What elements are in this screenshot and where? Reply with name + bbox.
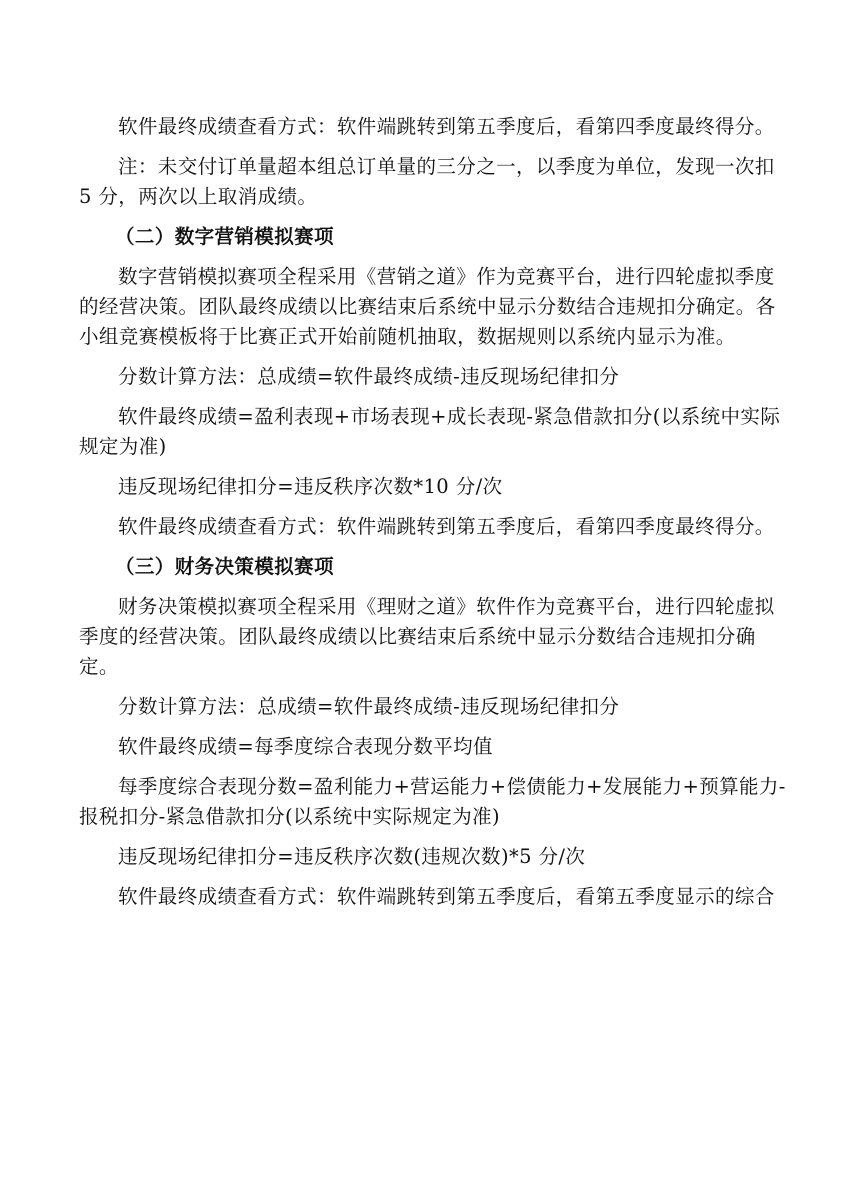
software-score-line-1: 软件最终成绩=盈利表现+市场表现+成长表现-紧急借款扣分(以系统中实际 (118, 405, 781, 428)
software-score-line-2: 规定为准) (79, 435, 167, 458)
note-line-2: 5 分，两次以上取消成绩。 (79, 185, 318, 208)
paragraph-score-method-1: 分数计算方法：总成绩=软件最终成绩-违反现场纪律扣分 (118, 365, 620, 388)
paragraph-view-method-1: 软件最终成绩查看方式：软件端跳转到第五季度后，看第四季度最终得分。 (118, 115, 775, 138)
paragraph-software-score-2: 软件最终成绩=每季度综合表现分数平均值 (118, 735, 493, 758)
paragraph-digital-marketing-intro (79, 262, 779, 352)
paragraph-score-method-2: 分数计算方法：总成绩=软件最终成绩-违反现场纪律扣分 (118, 695, 620, 718)
section-heading-financial-decision: （三）财务决策模拟赛项 (115, 555, 334, 578)
paragraph-software-score-1 (79, 402, 779, 462)
note-line-1: 注：未交付订单量超本组总订单量的三分之一，以季度为单位，发现一次扣 (118, 155, 775, 178)
paragraph-financial-intro (79, 592, 779, 682)
intro-line-3: 小组竞赛模板将于比赛正式开始前随机抽取，数据规则以系统内显示为准。 (79, 325, 736, 348)
paragraph-view-method-2: 软件最终成绩查看方式：软件端跳转到第五季度后，看第四季度最终得分。 (118, 515, 775, 538)
financial-intro-line-2: 季度的经营决策。团队最终成绩以比赛结束后系统中显示分数结合违规扣分确 (79, 625, 756, 648)
section-heading-digital-marketing: （二）数字营销模拟赛项 (115, 225, 334, 248)
quarterly-score-line-1: 每季度综合表现分数=盈利能力+营运能力+偿债能力+发展能力+预算能力- (118, 775, 786, 798)
intro-line-1: 数字营销模拟赛项全程采用《营销之道》作为竞赛平台，进行四轮虚拟季度 (118, 265, 775, 288)
paragraph-discipline-deduction-2: 违反现场纪律扣分=违反秩序次数(违规次数)*5 分/次 (118, 845, 586, 868)
financial-intro-line-3: 定。 (79, 655, 119, 678)
paragraph-note (79, 152, 779, 212)
quarterly-score-line-2: 报税扣分-紧急借款扣分(以系统中实际规定为准) (79, 805, 501, 828)
paragraph-quarterly-score (79, 772, 786, 832)
financial-intro-line-1: 财务决策模拟赛项全程采用《理财之道》软件作为竞赛平台，进行四轮虚拟 (118, 595, 775, 618)
intro-line-2: 的经营决策。团队最终成绩以比赛结束后系统中显示分数结合违规扣分确定。各 (79, 295, 776, 318)
paragraph-view-method-3: 软件最终成绩查看方式：软件端跳转到第五季度后，看第五季度显示的综合 (118, 885, 775, 908)
paragraph-discipline-deduction-1: 违反现场纪律扣分=违反秩序次数*10 分/次 (118, 475, 503, 498)
